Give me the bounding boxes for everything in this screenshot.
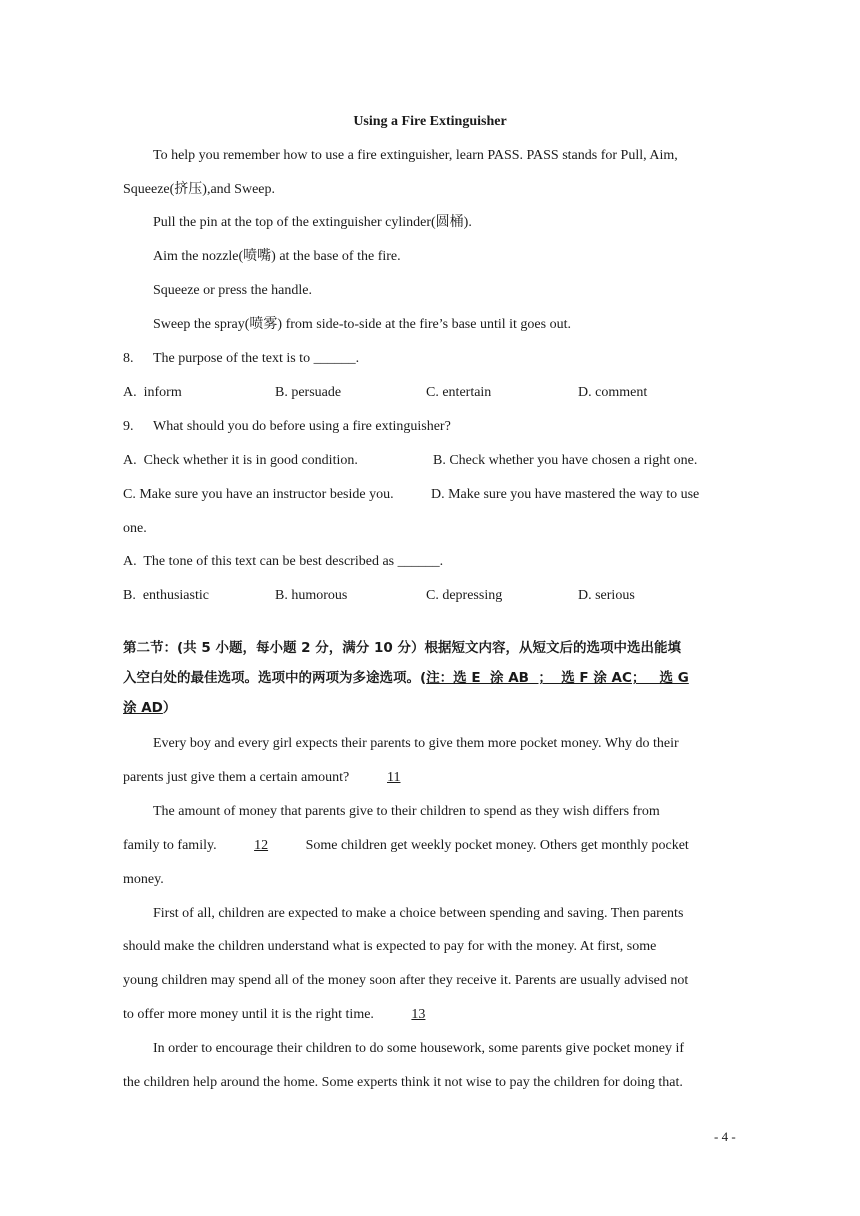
passage-2-paragraph-4-cont: the children help around the home. Some experts think it not wise to pay the children for doing that. bbox=[123, 1075, 683, 1090]
passage-title: Using a Fire Extinguisher bbox=[353, 114, 507, 129]
question-10-option-d: D. serious bbox=[578, 588, 635, 603]
question-8-option-d: D. comment bbox=[578, 385, 648, 400]
question-8-option-c: C. entertain bbox=[426, 385, 492, 400]
passage-2-paragraph-3-line-4 bbox=[123, 1006, 456, 1024]
passage-2-text: family to family. bbox=[123, 838, 217, 853]
passage-2-text: parents just give them a certain amount? bbox=[123, 770, 350, 785]
passage-step-aim: Aim the nozzle(喷嘴) at the base of the fire. bbox=[153, 249, 401, 264]
passage-2-paragraph-2-cont bbox=[123, 837, 689, 855]
question-8-option-a: A. inform bbox=[123, 385, 182, 400]
section-2-instruction-line-1: 第二节：(共 5 小题，每小题 2 分，满分 10 分）根据短文内容，从短文后的选项中选出能填 bbox=[123, 640, 681, 656]
passage-2-text: to offer more money until it is the right time. bbox=[123, 1007, 374, 1022]
section-2-instruction-line-3 bbox=[123, 699, 176, 717]
question-9-option-d: D. Make sure you have mastered the way to use bbox=[431, 487, 700, 502]
passage-2-paragraph-3-line-2: should make the children understand what is expected to pay for with the money. At first, some bbox=[123, 939, 657, 954]
passage-step-sweep: Sweep the spray(喷雾) from side-to-side at the fire’s base until it goes out. bbox=[153, 317, 571, 332]
blank-12: 12 bbox=[254, 838, 269, 853]
question-9-option-c: C. Make sure you have an instructor beside you. bbox=[123, 487, 394, 502]
passage-2-paragraph-3: First of all, children are expected to make a choice between spending and saving. Then parents bbox=[153, 906, 684, 921]
question-9-number: 9. bbox=[123, 419, 134, 434]
question-10-text: A. The tone of this text can be best described as ______. bbox=[123, 554, 444, 569]
question-10-option-b: B. humorous bbox=[275, 588, 348, 603]
passage-2-paragraph-4: In order to encourage their children to do some housework, some parents give pocket money if bbox=[153, 1041, 685, 1056]
passage-step-squeeze: Squeeze or press the handle. bbox=[153, 283, 312, 298]
passage-2-paragraph-2-end: money. bbox=[123, 872, 164, 887]
question-9-option-a: A. Check whether it is in good condition. bbox=[123, 453, 358, 468]
passage-2-paragraph-2: The amount of money that parents give to their children to spend as they wish differs from bbox=[153, 804, 660, 819]
section-2-instruction-line-2 bbox=[123, 669, 689, 687]
section-2-note: 注：选 E 涂 AB ； 选 F 涂 AC； 选 G bbox=[426, 670, 689, 686]
passage-2-paragraph-1-cont bbox=[123, 769, 431, 787]
blank-11: 11 bbox=[387, 770, 401, 785]
section-2-note-cont: 涂 AD bbox=[123, 700, 163, 716]
passage-2-paragraph-3-line-3: young children may spend all of the money soon after they receive it. Parents are usually advised not bbox=[123, 973, 689, 988]
passage-2-paragraph-1: Every boy and every girl expects their parents to give them more pocket money. Why do their bbox=[153, 736, 679, 751]
section-2-instruction-end: ） bbox=[162, 700, 177, 716]
passage-2-text: Some children get weekly pocket money. Others get monthly pocket bbox=[305, 838, 689, 853]
question-8-option-b: B. persuade bbox=[275, 385, 342, 400]
question-10-option-c: C. depressing bbox=[426, 588, 503, 603]
question-8-number: 8. bbox=[123, 351, 134, 366]
question-9-option-b: B. Check whether you have chosen a right one. bbox=[433, 453, 698, 468]
question-9-text: What should you do before using a fire extinguisher? bbox=[153, 419, 451, 434]
question-10-option-a: B. enthusiastic bbox=[123, 588, 209, 603]
passage-step-pull: Pull the pin at the top of the extinguisher cylinder(圆桶). bbox=[153, 215, 472, 230]
passage-paragraph-1: To help you remember how to use a fire extinguisher, learn PASS. PASS stands for Pull, Aim, bbox=[153, 148, 678, 163]
page-number: - 4 - bbox=[714, 1129, 736, 1144]
question-9-option-d-cont: one. bbox=[123, 521, 147, 536]
blank-13: 13 bbox=[411, 1007, 426, 1022]
section-2-instruction-text: 入空白处的最佳选项。选项中的两项为多途选项。( bbox=[123, 670, 427, 686]
passage-paragraph-1-cont: Squeeze(挤压),and Sweep. bbox=[123, 182, 276, 197]
question-8-text: The purpose of the text is to ______. bbox=[153, 351, 360, 366]
